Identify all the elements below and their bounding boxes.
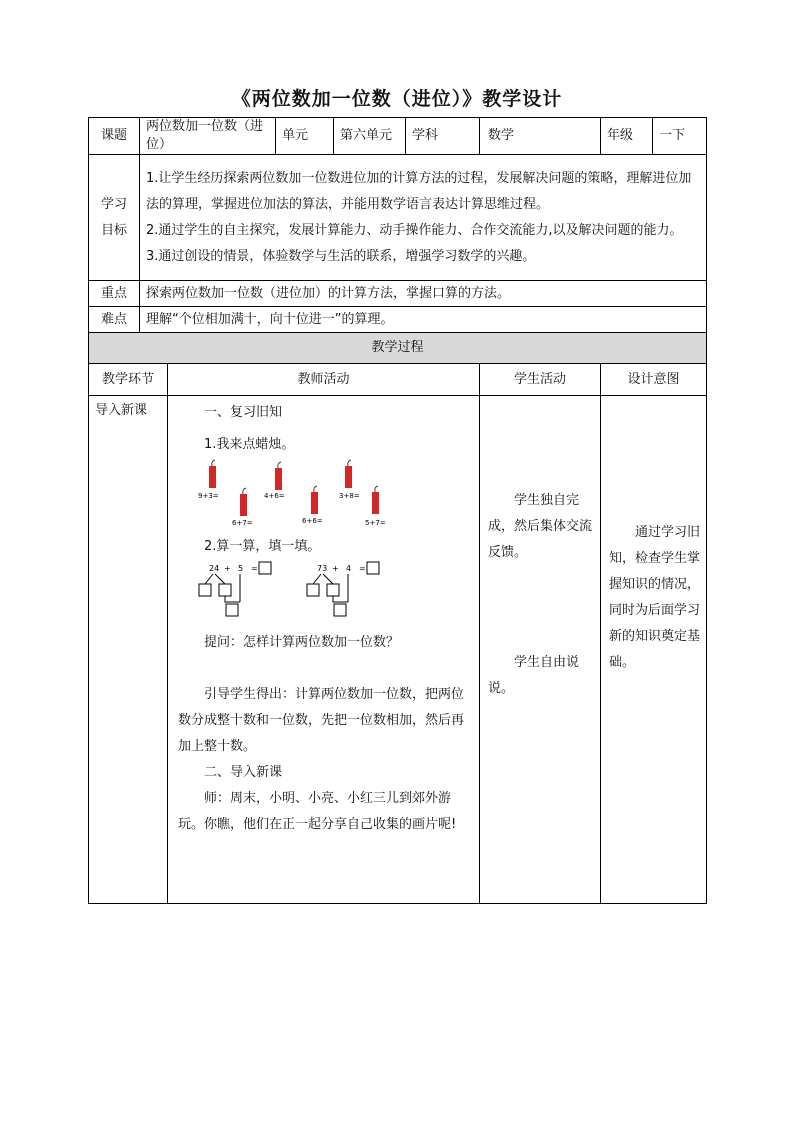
calc1-a: 24 xyxy=(209,564,220,573)
difficulty-row xyxy=(89,307,707,333)
teacher-intro-text: 师：周末，小明、小亮、小红三儿到郊外游玩。你瞧，他们在正一起分享自己收集的画片呢! xyxy=(178,791,457,832)
grade-label: 年级 xyxy=(601,118,653,155)
answer-box[interactable] xyxy=(334,604,346,616)
keypoint-row xyxy=(89,281,707,307)
difficulty-text: 理解“个位相加满十，向十位进一”的算理。 xyxy=(140,307,707,333)
keypoint-text: 探索两位数加一位数（进位加）的计算方法，掌握口算的方法。 xyxy=(140,281,707,307)
calc2-b: 4 xyxy=(346,564,352,573)
candle-label: 4+6= xyxy=(264,492,285,500)
teacher-cell xyxy=(168,396,480,904)
keypoint-label: 重点 xyxy=(89,281,140,307)
header-student: 学生活动 xyxy=(480,364,601,396)
stage-label: 导入新课 xyxy=(95,403,148,418)
answer-box[interactable] xyxy=(327,584,339,596)
candle xyxy=(264,462,285,500)
subject-value: 数学 xyxy=(480,118,601,155)
process-title-row xyxy=(89,333,707,364)
calc2-op: + xyxy=(332,564,339,573)
info-row xyxy=(89,118,707,155)
objectives-row xyxy=(89,155,707,281)
answer-box[interactable] xyxy=(226,604,238,616)
objectives-label: 学习目标 xyxy=(89,155,140,281)
calc-diagram-2 xyxy=(307,562,379,616)
answer-box[interactable] xyxy=(367,562,379,574)
candle xyxy=(232,488,253,527)
header-stage: 教学环节 xyxy=(89,364,168,396)
page-title: 《两位数加一位数（进位）》教学设计 xyxy=(231,88,563,110)
candle-label: 9+3= xyxy=(198,492,219,500)
stage-cell xyxy=(89,396,168,904)
answer-box[interactable] xyxy=(307,584,319,596)
objective-item: 2.通过学生的自主探究，发展计算能力、动手操作能力、合作交流能力,以及解决问题的能力。 xyxy=(146,222,683,238)
calc-diagram-1 xyxy=(199,562,271,616)
calc2-a: 73 xyxy=(317,564,328,573)
answer-box[interactable] xyxy=(259,562,271,574)
calc2-eq: = xyxy=(359,564,366,573)
question-text: 提问：怎样计算两位数加一位数？ xyxy=(204,635,400,650)
candle xyxy=(302,486,323,525)
header-teacher: 教师活动 xyxy=(168,364,480,396)
topic-value: 两位数加一位数（进位） xyxy=(140,118,276,155)
candle-label: 3+8= xyxy=(339,492,360,500)
calc1-eq: = xyxy=(251,564,258,573)
candle xyxy=(198,460,219,500)
candle xyxy=(365,486,386,527)
candle xyxy=(339,460,360,500)
candle-label: 6+7= xyxy=(232,519,253,527)
section-review: 一、复习旧知 xyxy=(204,405,283,420)
candle-label: 6+6= xyxy=(302,517,323,525)
student-activity-1: 学生独自完成，然后集体交流反馈。 xyxy=(488,493,593,560)
task-calc: 2.算一算，填一填。 xyxy=(204,539,321,554)
process-header-row xyxy=(89,364,707,396)
objectives-content xyxy=(140,155,707,281)
topic-label: 课题 xyxy=(89,118,140,155)
task-candles: 1.我来点蜡烛。 xyxy=(204,437,295,452)
design-intent-text: 通过学习旧知，检查学生掌握知识的情况，同时为后面学习新的知识奠定基础。 xyxy=(609,525,701,670)
decompose-figure xyxy=(198,560,398,626)
unit-value: 第六单元 xyxy=(334,118,406,155)
section-new-lesson: 二、导入新课 xyxy=(204,765,283,780)
guidance-text: 引导学生得出：计算两位数加一位数，把两位数分成整十数和一位数，先把一位数相加，然后再加上整十数。 xyxy=(178,687,465,754)
subject-label: 学科 xyxy=(406,118,480,155)
process-row xyxy=(89,396,707,904)
intent-cell xyxy=(601,396,707,904)
student-cell xyxy=(480,396,601,904)
difficulty-label: 难点 xyxy=(89,307,140,333)
objective-item: 1.让学生经历探索两位数加一位数进位加的计算方法的过程，发展解决问题的策略，理解进位加法的算理，掌握进位加法的算法，并能用数学语言表达计算思维过程。 xyxy=(146,170,692,212)
calc1-op: + xyxy=(224,564,231,573)
unit-label: 单元 xyxy=(276,118,334,155)
calc1-b: 5 xyxy=(238,564,244,573)
objective-item: 3.通过创设的情景，体验数学与生活的联系，增强学习数学的兴趣。 xyxy=(146,248,536,264)
grade-value: 一下 xyxy=(653,118,707,155)
header-intent: 设计意图 xyxy=(601,364,707,396)
answer-box[interactable] xyxy=(199,584,211,596)
lesson-plan-table xyxy=(88,117,707,904)
process-title: 教学过程 xyxy=(89,333,707,364)
candle-label: 5+7= xyxy=(365,519,386,527)
student-activity-2: 学生自由说说。 xyxy=(488,655,580,696)
candles-figure xyxy=(194,458,394,528)
answer-box[interactable] xyxy=(219,584,231,596)
